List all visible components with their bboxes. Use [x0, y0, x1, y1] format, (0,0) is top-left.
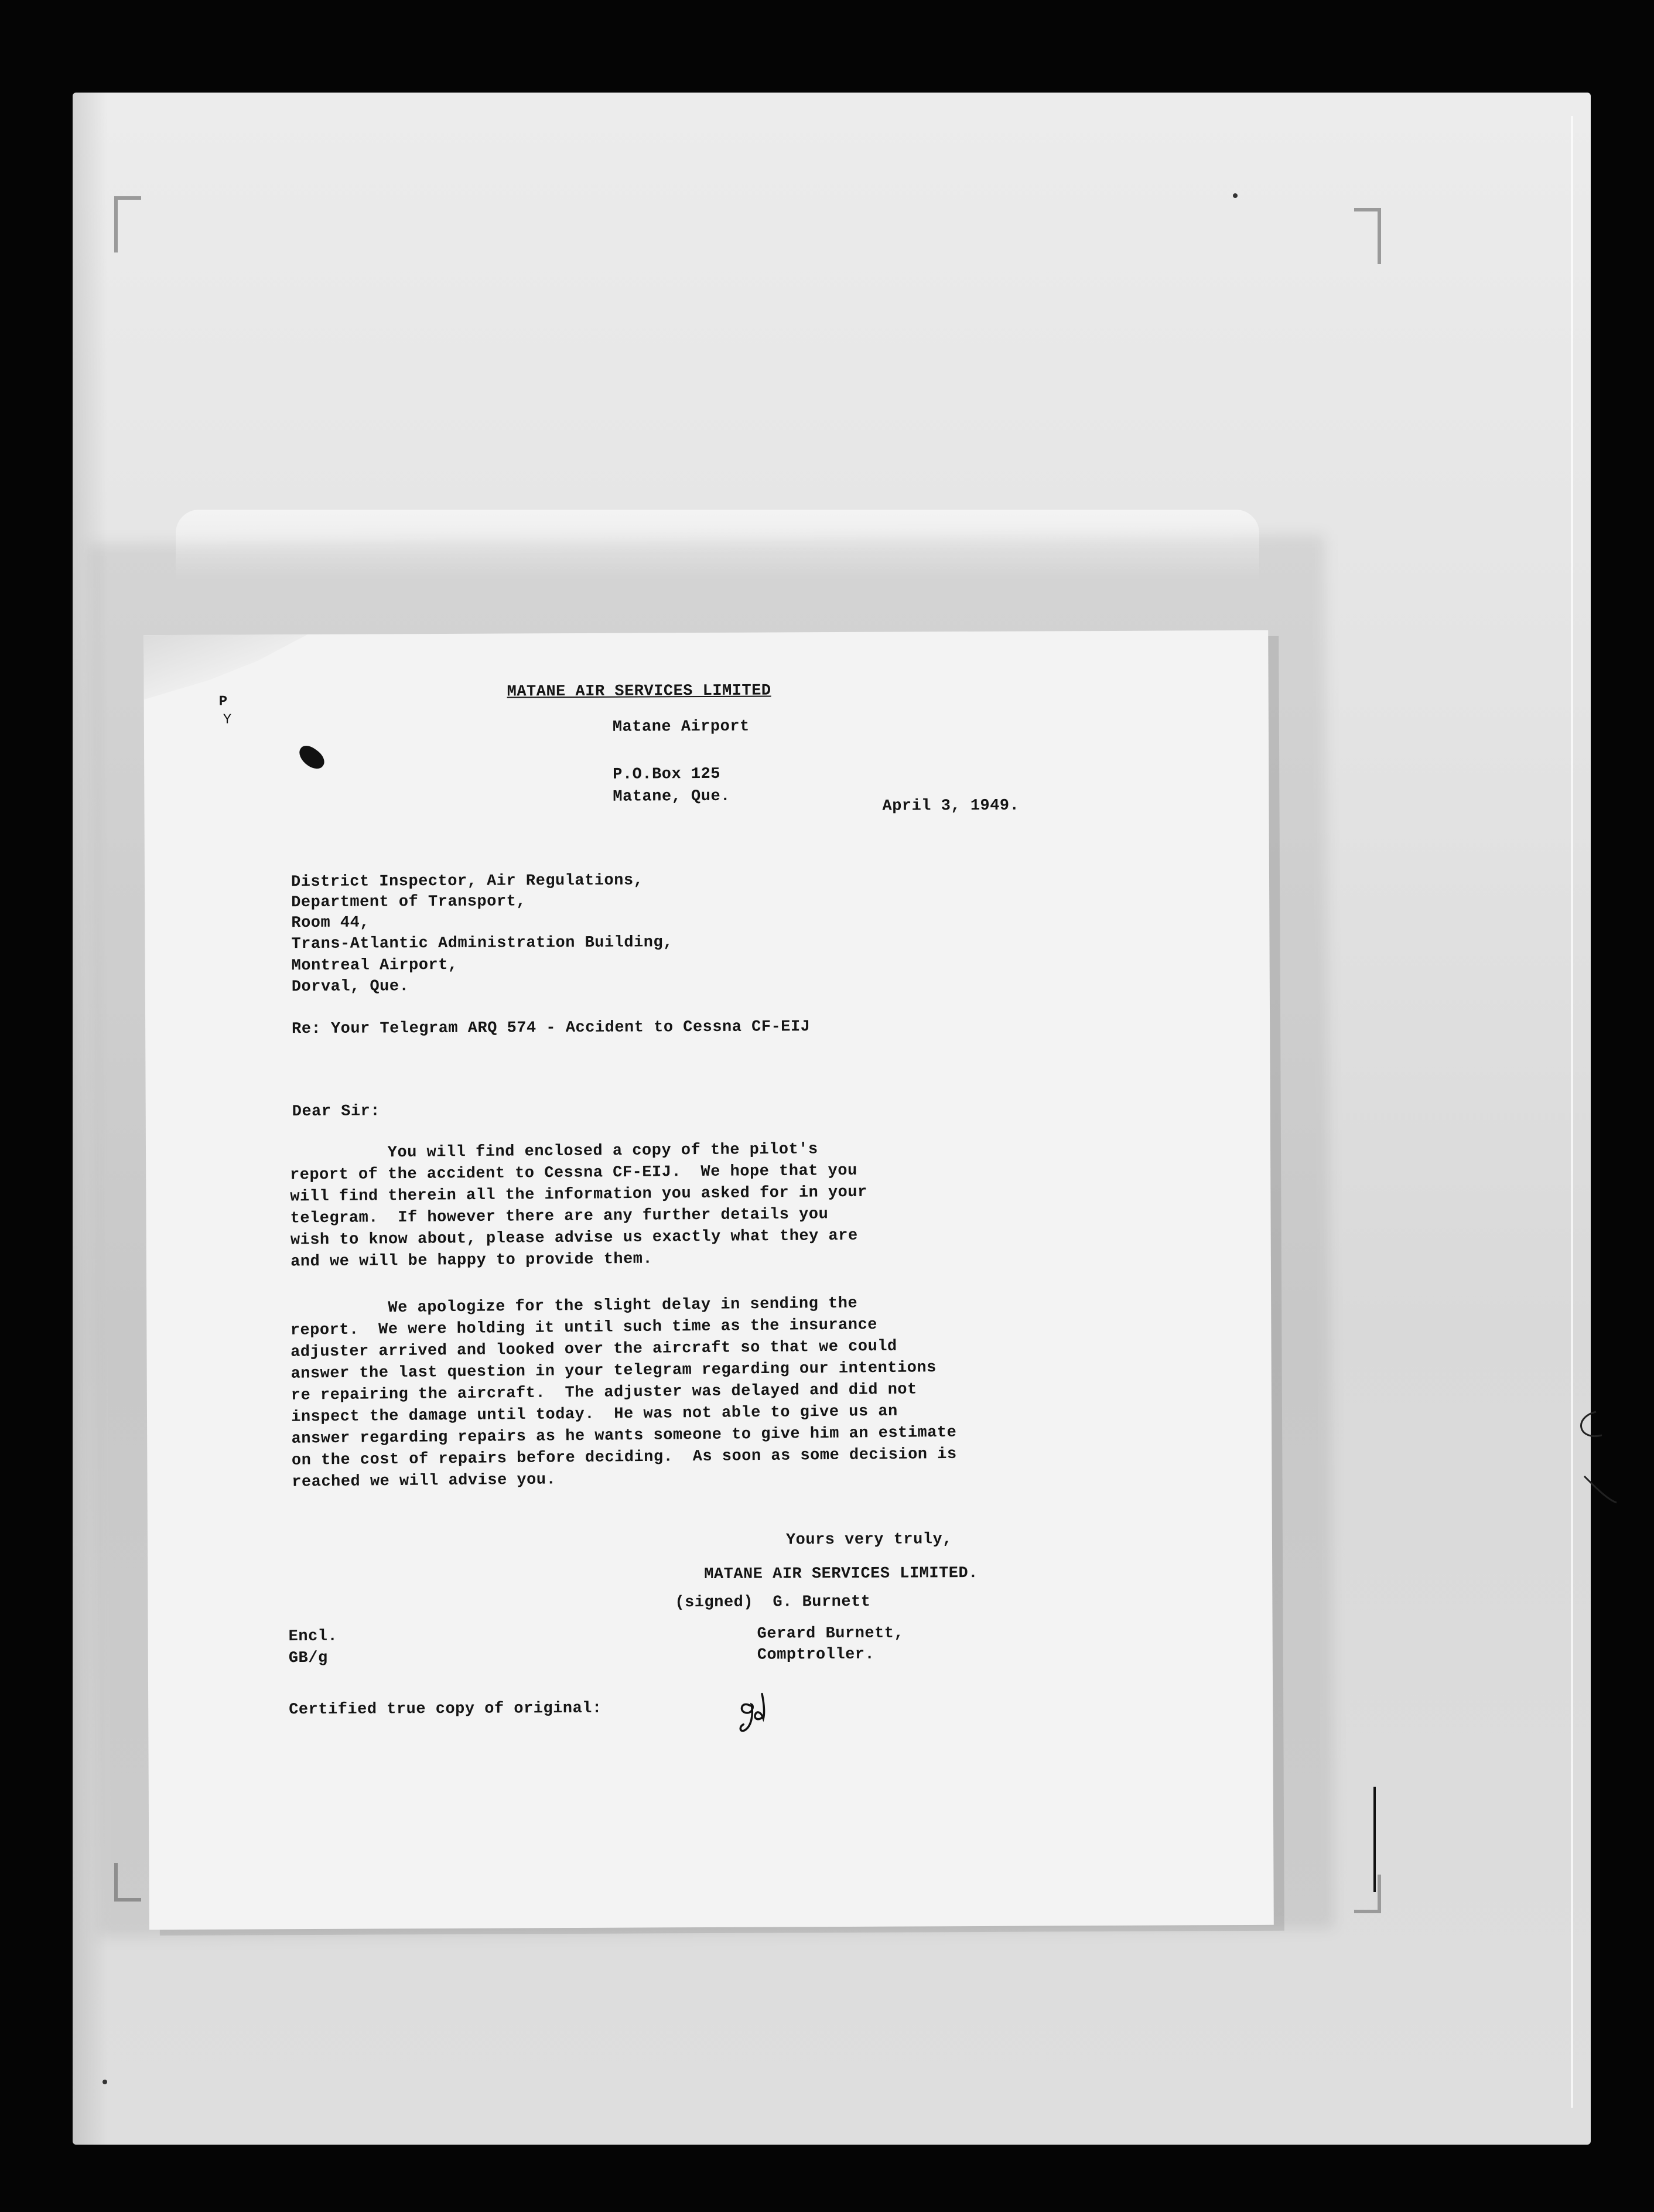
letterhead-po-box: P.O.Box 125	[613, 765, 721, 784]
letterhead-city: Matane, Que.	[613, 787, 730, 806]
enclosure-code: GB/g	[288, 1649, 328, 1668]
speck	[102, 2080, 107, 2084]
film-edge	[1571, 116, 1573, 2108]
certification-line: Certified true copy of original:	[289, 1699, 602, 1719]
ink-blot	[295, 742, 329, 773]
recipient-line: Montreal Airport,	[291, 956, 458, 975]
signature-line: (signed) G. Burnett	[675, 1593, 871, 1612]
letter-date: April 3, 1949.	[882, 797, 1020, 815]
closing-organization: MATANE AIR SERVICES LIMITED.	[704, 1564, 978, 1584]
letterhead-airport: Matane Airport	[612, 718, 750, 736]
margin-mark: Y	[223, 712, 232, 728]
recipient-line: District Inspector, Air Regulations,	[291, 872, 644, 892]
body-paragraph: We apologize for the slight delay in sending the report. We were holding it until such time as the insurance adjuster arrived and looked over the aircraft so that we could answer the last question in your telegram regarding our intentions re repairing the aircraft. The adjuster was delayed and did not inspect the damage until today. He was not able to give us an answer regarding repairs as he wants someone to give him an estimate on the cost of repairs before deciding. As soon as some decision is reached we will advise you.	[290, 1295, 957, 1491]
crop-mark-top-right	[1354, 208, 1381, 264]
recipient-line: Room 44,	[291, 914, 370, 933]
enclosure-label: Encl.	[288, 1627, 338, 1646]
closing: Yours very truly,	[785, 1531, 952, 1549]
letter-page	[143, 630, 1274, 1930]
torn-corner	[143, 634, 307, 699]
recipient-line: Trans-Atlantic Administration Building,	[291, 934, 673, 954]
margin-mark: P	[218, 694, 228, 710]
crop-mark-top-left	[114, 196, 141, 252]
subject-line: Re: Your Telegram ARQ 574 - Accident to Cessna CF-EIJ	[292, 1018, 811, 1039]
handwritten-initials	[734, 1682, 781, 1735]
recipient-line: Department of Transport,	[291, 893, 527, 912]
letterhead-company: MATANE AIR SERVICES LIMITED	[507, 682, 771, 701]
signer-name: Gerard Burnett,	[757, 1624, 904, 1643]
signer-title: Comptroller.	[757, 1646, 875, 1664]
underlying-page-edge	[176, 510, 1259, 580]
page-curl-mark	[1561, 1400, 1619, 1517]
recipient-line: Dorval, Que.	[291, 978, 409, 996]
crop-mark-bottom-right	[1354, 1875, 1381, 1913]
speck	[1233, 193, 1238, 198]
film-scratch	[1373, 1787, 1376, 1892]
body-paragraph: You will find enclosed a copy of the pilot's report of the accident to Cessna CF-EIJ. We hope that you will find therein all the information you asked for in your telegram. If however there are any further details you wish to know about, please advise us exactly what they are and we will be happy to provide them.	[289, 1141, 867, 1271]
salutation: Dear Sir:	[292, 1102, 381, 1121]
